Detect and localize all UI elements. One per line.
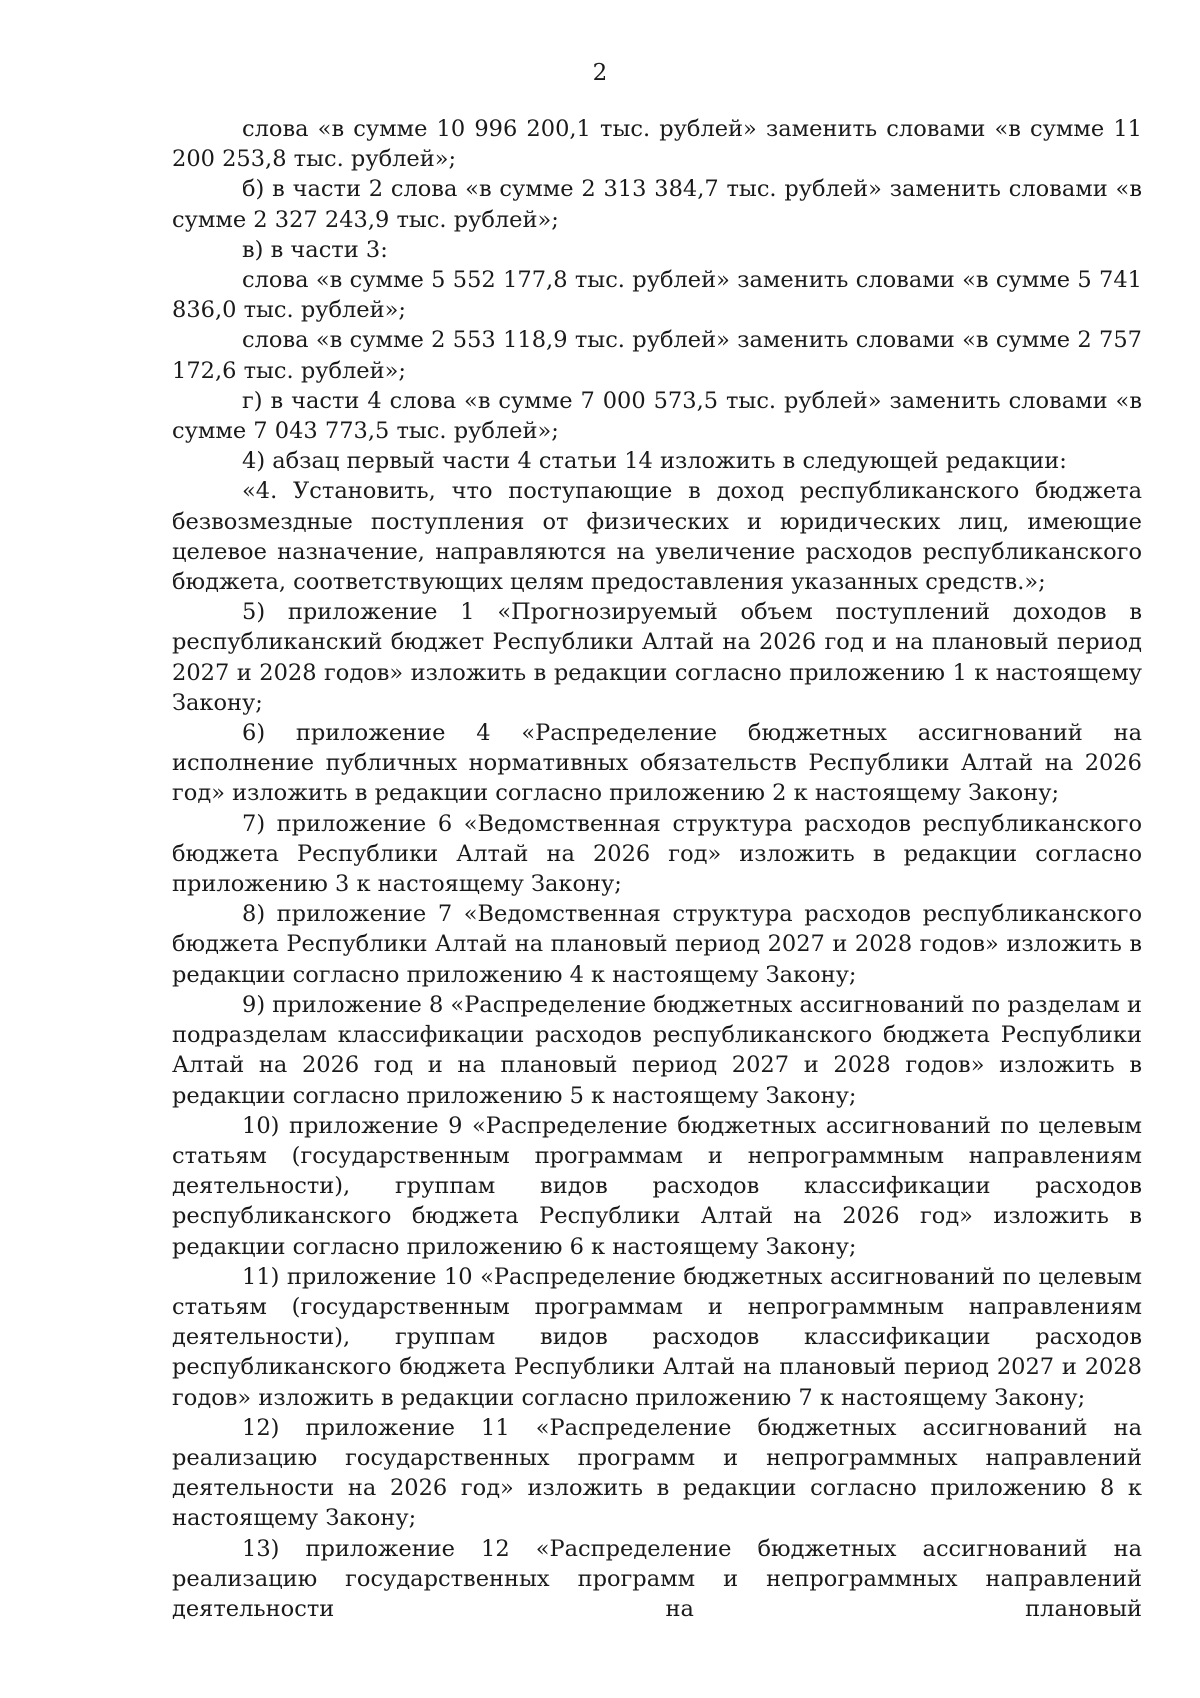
paragraph: 7) приложение 6 «Ведомственная структура расходов республиканского бюджета Республики Алтай на 2026 год» изложить в редакции согласно приложению 3 к настоящему Закону; <box>172 810 1142 898</box>
paragraph: 12) приложение 11 «Распределение бюджетных ассигнований на реализацию государственных программ и непрограммных направлений деятельности на 2026 год» изложить в редакции согласно приложению 8 к настоящему Закону; <box>172 1414 1142 1532</box>
paragraph: слова «в сумме 10 996 200,1 тыс. рублей» заменить словами «в сумме 11 200 253,8 тыс. рублей»; <box>172 116 1142 173</box>
paragraph: 4) абзац первый части 4 статьи 14 изложить в следующей редакции: <box>242 448 1067 475</box>
paragraph: «4. Установить, что поступающие в доход республиканского бюджета безвозмездные поступления от физических и юридических лиц, имеющие целевое назначение, направляются на увеличение расходов республиканского бюджета, соответствующих целям предоставления указанных средств.»; <box>172 478 1142 596</box>
paragraph: в) в части 3: <box>242 236 388 263</box>
paragraph: 9) приложение 8 «Распределение бюджетных ассигнований по разделам и подразделам классификации расходов республиканского бюджета Республики Алтай на 2026 год и на плановый период 2027 и 2028 годов» изложить в редакции согласно приложению 5 к настоящему Закону; <box>172 991 1142 1109</box>
paragraph: 10) приложение 9 «Распределение бюджетных ассигнований по целевым статьям (государственным программам и непрограммным направлениям деятельности), группам видов расходов классификации расходов республиканского бюджета Республики Алтай на 2026 год» изложить в редакции согласно приложению 6 к настоящему Закону; <box>172 1112 1142 1260</box>
paragraph: 13) приложение 12 «Распределение бюджетных ассигнований на реализацию государственных программ и непрограммных направлений деятельности на плановый <box>172 1535 1142 1622</box>
paragraph: слова «в сумме 2 553 118,9 тыс. рублей» заменить словами «в сумме 2 757 172,6 тыс. рублей»; <box>172 327 1142 384</box>
paragraph: слова «в сумме 5 552 177,8 тыс. рублей» заменить словами «в сумме 5 741 836,0 тыс. рублей»; <box>172 267 1142 324</box>
paragraph: г) в части 4 слова «в сумме 7 000 573,5 тыс. рублей» заменить словами «в сумме 7 043 773,5 тыс. рублей»; <box>172 387 1142 445</box>
document-body <box>172 114 1142 1624</box>
page-number: 2 <box>592 60 608 86</box>
paragraph: б) в части 2 слова «в сумме 2 313 384,7 тыс. рублей» заменить словами «в сумме 2 327 243,9 тыс. рублей»; <box>172 176 1142 233</box>
paragraph: 11) приложение 10 «Распределение бюджетных ассигнований по целевым статьям (государственным программам и непрограммным направлениям деятельности), группам видов расходов классификации расходов республиканского бюджета Республики Алтай на плановый период 2027 и 2028 годов» изложить в редакции согласно приложению 7 к настоящему Закону; <box>172 1263 1142 1411</box>
paragraph: 6) приложение 4 «Распределение бюджетных ассигнований на исполнение публичных нормативных обязательств Республики Алтай на 2026 год» изложить в редакции согласно приложению 2 к настоящему Закону; <box>172 720 1142 807</box>
paragraph: 8) приложение 7 «Ведомственная структура расходов республиканского бюджета Республики Алтай на плановый период 2027 и 2028 годов» изложить в редакции согласно приложению 4 к настоящему Закону; <box>172 901 1142 988</box>
paragraph: 5) приложение 1 «Прогнозируемый объем поступлений доходов в республиканский бюджет Республики Алтай на 2026 год и на плановый период 2027 и 2028 годов» изложить в редакции согласно приложению 1 к настоящему Закону; <box>172 599 1142 716</box>
